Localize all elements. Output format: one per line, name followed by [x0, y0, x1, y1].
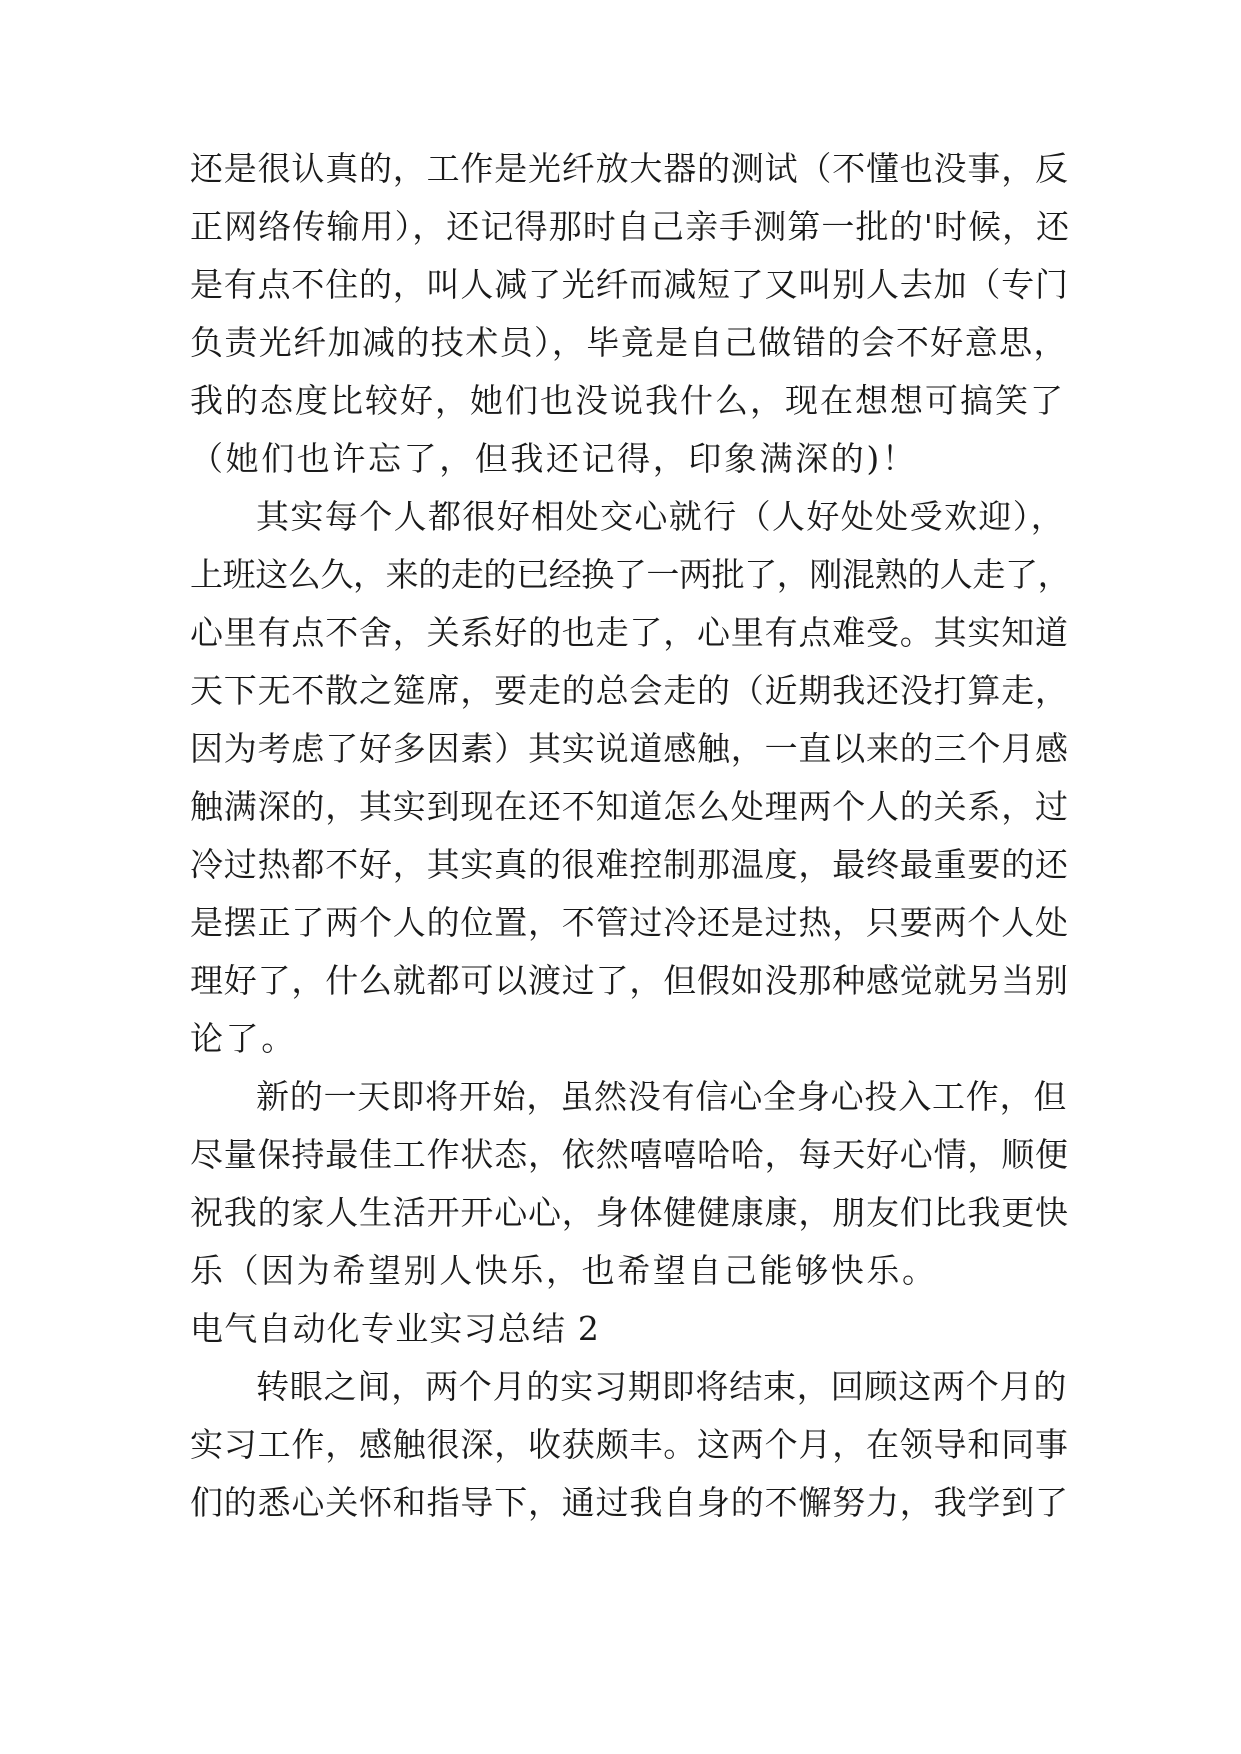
paragraph-line: 上班这么久，来的走的已经换了一两批了，刚混熟的人走了， — [190, 555, 1071, 594]
paragraph-line: 我的态度比较好，她们也没说我什么，现在想想可搞笑了 — [190, 381, 1065, 420]
paragraph-line: 们的悉心关怀和指导下，通过我自身的不懈努力，我学到了 — [190, 1483, 1069, 1522]
paragraph-line: 负责光纤加减的技术员），毕竟是自己做错的会不好意思， — [190, 323, 1068, 362]
paragraph-line: （她们也许忘了，但我还记得，印象满深的)！ — [190, 439, 918, 478]
paragraph-line: 是有点不住的，叫人减了光纤而减短了又叫别人去加（专门 — [190, 265, 1069, 304]
paragraph-line: 还是很认真的，工作是光纤放大器的测试（不懂也没事，反 — [190, 149, 1069, 188]
paragraph-line: 祝我的家人生活开开心心，身体健健康康，朋友们比我更快 — [190, 1193, 1069, 1232]
paragraph-line: 其实每个人都很好相处交心就行（人好处处受欢迎）， — [256, 497, 1066, 536]
paragraph-line: 尽量保持最佳工作状态，依然嘻嘻哈哈，每天好心情，顺便 — [190, 1135, 1069, 1174]
section-heading: 电气自动化专业实习总结 2 — [190, 1309, 601, 1348]
paragraph-line: 心里有点不舍，关系好的也走了，心里有点难受。其实知道 — [190, 613, 1069, 652]
paragraph-line: 新的一天即将开始，虽然没有信心全身心投入工作，但 — [256, 1077, 1068, 1116]
paragraph-line: 转眼之间，两个月的实习期即将结束，回顾这两个月的 — [256, 1367, 1068, 1406]
paragraph-line: 实习工作，感触很深，收获颇丰。这两个月，在领导和同事 — [190, 1425, 1069, 1464]
paragraph-line: 乐（因为希望别人快乐，也希望自己能够快乐。 — [190, 1251, 938, 1290]
paragraph-line: 冷过热都不好，其实真的很难控制那温度，最终最重要的还 — [190, 845, 1069, 884]
paragraph-line: 是摆正了两个人的位置，不管过冷还是过热，只要两个人处 — [190, 903, 1069, 942]
paragraph-line: 因为考虑了好多因素）其实说道感触，一直以来的三个月感 — [190, 729, 1069, 768]
paragraph-line: 触满深的，其实到现在还不知道怎么处理两个人的关系，过 — [190, 787, 1069, 826]
paragraph-line: 理好了，什么就都可以渡过了，但假如没那种感觉就另当别 — [190, 961, 1069, 1000]
paragraph-line: 天下无不散之筵席，要走的总会走的（近期我还没打算走， — [190, 671, 1069, 710]
paragraph-line: 论了。 — [190, 1019, 297, 1058]
paragraph-line: 正网络传输用），还记得那时自己亲手测第一批的'时候，还 — [190, 207, 1071, 246]
